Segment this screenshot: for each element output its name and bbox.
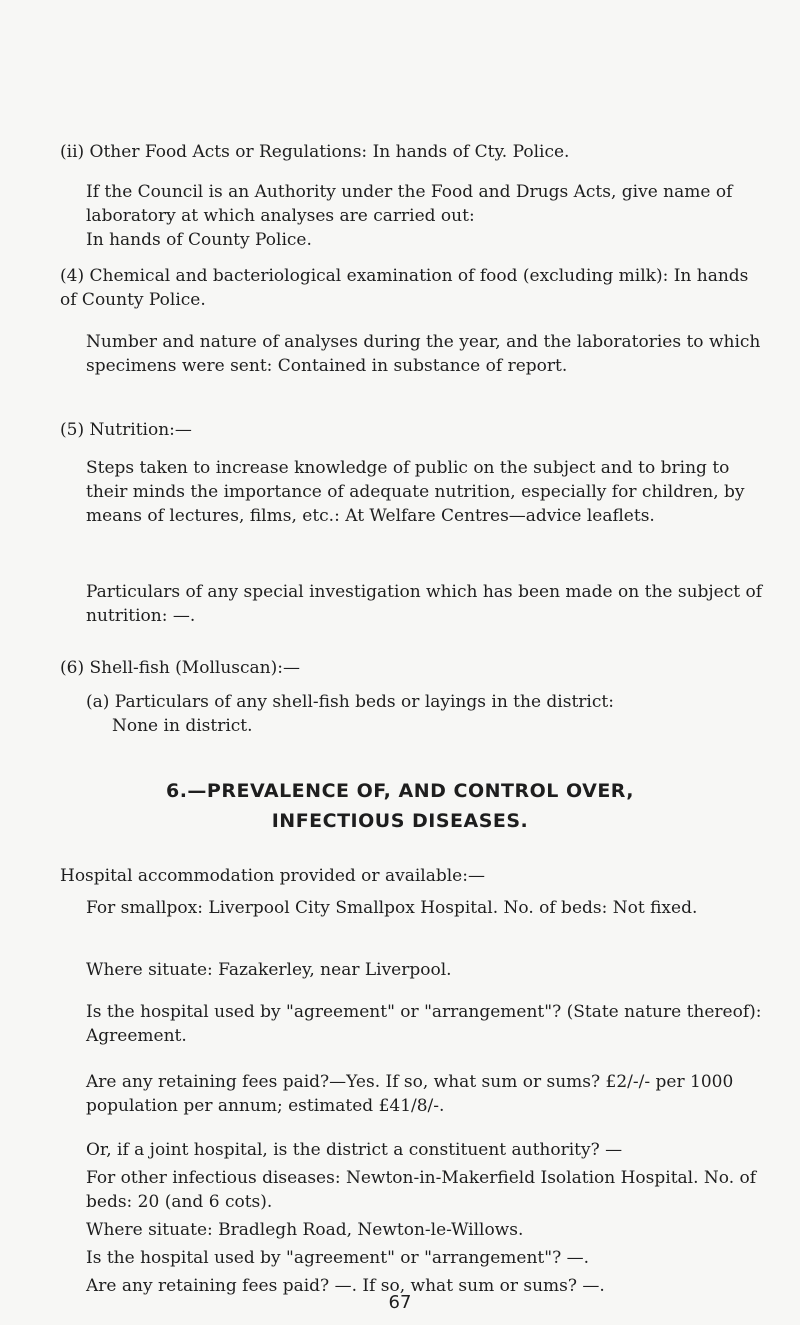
- paragraph: Are any retaining fees paid? —. If so, what sum or sums? —.: [86, 1276, 605, 1296]
- hospital-fees-1: [86, 1070, 766, 1118]
- section-title: (5) Nutrition:—: [60, 420, 192, 440]
- question: (a) Particulars of any shell-fish beds or layings in the district:: [86, 692, 614, 712]
- heading-line: INFECTIOUS DISEASES.: [271, 810, 529, 833]
- paragraph: For other infectious diseases: Newton-in-Makerfield Isolation Hospital. No. of beds: 20 (and 6 cots).: [86, 1168, 757, 1213]
- hospital-fees2: [86, 1274, 766, 1298]
- section-title: (6) Shell-fish (Molluscan):—: [60, 658, 300, 678]
- paragraph: Where situate: Fazakerley, near Liverpool.: [86, 960, 452, 980]
- hospital-where2: [86, 1218, 766, 1242]
- hospital-smallpox: [86, 896, 766, 920]
- answer: None in district.: [112, 716, 253, 737]
- paragraph: Is the hospital used by "agreement" or "arrangement"? (State nature thereof): Agreement.: [86, 1002, 762, 1047]
- hospital-where-1: [86, 958, 766, 982]
- section-shellfish: [60, 656, 760, 680]
- answer: In hands of County Police.: [86, 230, 312, 251]
- section-examination: [60, 264, 760, 312]
- section-title: (4) Chemical and bacteriological examination of food (excluding milk): In hands of County Police.: [60, 266, 749, 311]
- hospital-intro: [60, 864, 760, 888]
- paragraph: Number and nature of analyses during the year, and the laboratories to which specimens were sent: Contained in substance of report.: [86, 332, 761, 377]
- paragraph: For smallpox: Liverpool City Smallpox Hospital. No. of beds: Not fixed.: [86, 898, 698, 918]
- nutrition-particulars: [86, 580, 766, 628]
- hospital-other: [86, 1166, 766, 1214]
- nutrition-body: [86, 456, 766, 528]
- page-number: 67: [388, 1292, 412, 1313]
- section-heading: [0, 776, 800, 837]
- paragraph: Where situate: Bradlegh Road, Newton-le-Willows.: [86, 1220, 524, 1240]
- paragraph: Particulars of any special investigation which has been made on the subject of nutrition: —.: [86, 582, 763, 627]
- section-other-food-acts: [60, 140, 760, 164]
- hospital-used-by-1: [86, 1000, 766, 1048]
- shellfish-body: [86, 690, 766, 738]
- paragraph: Is the hospital used by "agreement" or "arrangement"? —.: [86, 1248, 590, 1268]
- examination-body: [86, 330, 766, 378]
- hospital-joint: [86, 1138, 766, 1162]
- heading-line: 6.—PREVALENCE OF, AND CONTROL OVER,: [165, 780, 634, 802]
- section-nutrition: [60, 418, 760, 442]
- paragraph: Or, if a joint hospital, is the district a constituent authority? —: [86, 1140, 623, 1160]
- section-title: (ii) Other Food Acts or Regulations: In hands of Cty. Police.: [60, 142, 570, 162]
- hospital-used-by2: [86, 1246, 766, 1270]
- paragraph: Steps taken to increase knowledge of public on the subject and to bring to their minds the importance of adequate nutrition, especially for children, by means of lectures, films, etc.: At Welfare Centres—advice leaflets.: [86, 458, 745, 527]
- paragraph: Hospital accommodation provided or available:—: [60, 866, 485, 886]
- paragraph: If the Council is an Authority under the Food and Drugs Acts, give name of laboratory at which analyses are carried out:: [86, 182, 733, 227]
- paragraph: Are any retaining fees paid?—Yes. If so, what sum or sums? £2/-/- per 1000 population per annum; estimated £41/8/-.: [86, 1072, 734, 1117]
- other-food-acts-body: [86, 180, 766, 252]
